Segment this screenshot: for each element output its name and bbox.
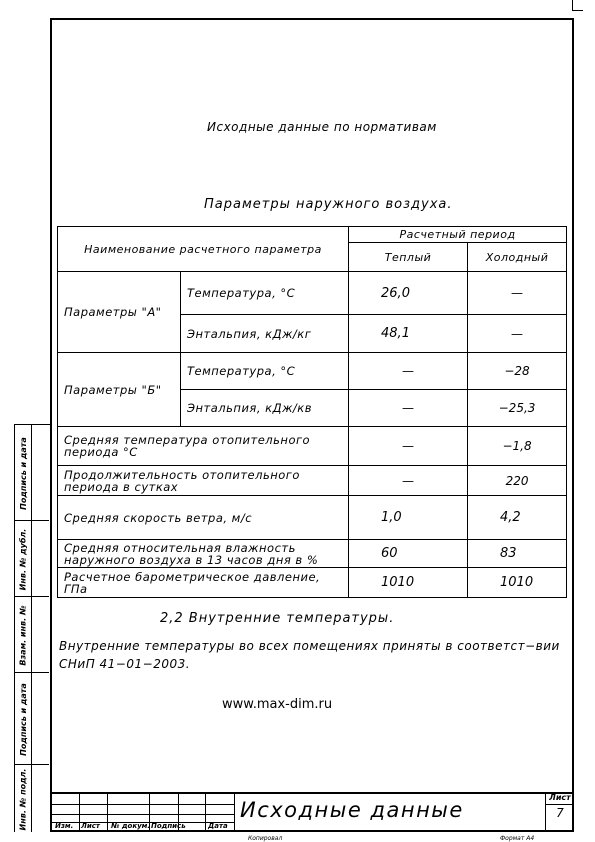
row-label: Температура, °С — [181, 272, 349, 315]
row-label: Продолжительность отопительного периода в сутках — [58, 466, 349, 496]
cold-value: −1,8 — [468, 427, 567, 466]
row-label: Средняя относительная влажность наружного воздуха в 13 часов дня в % — [58, 540, 349, 568]
header-parameter-name: Наименование расчетного параметра — [58, 227, 349, 272]
table-row — [58, 496, 567, 540]
strip-cell — [15, 597, 49, 673]
table-row — [58, 427, 567, 466]
row-label: Энтальпия, кДж/кг — [181, 315, 349, 353]
copied-label: Копировал — [248, 835, 283, 842]
cold-value: — — [468, 272, 567, 315]
outdoor-air-parameters-table — [57, 226, 567, 598]
margin-strip — [14, 424, 50, 832]
header-cold: Холодный — [468, 243, 567, 272]
cold-value: −28 — [468, 353, 567, 390]
column-label: Дата — [208, 822, 228, 830]
top-corner-mark — [572, 0, 583, 11]
strip-label: Инв. № дубл. — [18, 528, 28, 590]
cold-value: 1010 — [468, 568, 567, 598]
strip-cell — [15, 521, 49, 597]
header-warm: Теплый — [349, 243, 468, 272]
strip-cell — [15, 765, 49, 833]
table-row — [58, 353, 567, 390]
warm-value: 26,0 — [349, 272, 468, 315]
table-row — [58, 540, 567, 568]
cold-value: 4,2 — [468, 496, 567, 540]
strip-label: Инв. № подл. — [18, 768, 28, 830]
column-label: Изм. — [55, 822, 74, 830]
section-title: 2,2 Внутренние температуры. — [160, 611, 395, 626]
warm-value: 60 — [349, 540, 468, 568]
warm-value: — — [349, 466, 468, 496]
warm-value: 1010 — [349, 568, 468, 598]
sheet-label: Лист — [546, 792, 574, 805]
warm-value: — — [349, 353, 468, 390]
column-label: Подпись — [151, 822, 186, 830]
cold-value: — — [468, 315, 567, 353]
warm-value: 48,1 — [349, 315, 468, 353]
column-label: № докум. — [111, 822, 151, 830]
strip-cell — [15, 673, 49, 765]
param-b-label: Параметры "Б" — [58, 353, 181, 427]
row-label: Температура, °С — [181, 353, 349, 390]
row-label: Энтальпия, кДж/кв — [181, 390, 349, 427]
param-a-label: Параметры "А" — [58, 272, 181, 353]
sheet-box — [545, 792, 574, 832]
header-period: Расчетный период — [349, 227, 567, 243]
revision-grid — [50, 794, 235, 832]
sheet-number: 7 — [556, 806, 564, 820]
warm-value: 1,0 — [349, 496, 468, 540]
page-heading: Исходные данные по нормативам — [207, 120, 437, 134]
cold-value: −25,3 — [468, 390, 567, 427]
table-row — [58, 466, 567, 496]
table-title: Параметры наружного воздуха. — [204, 197, 453, 212]
column-label: Лист — [81, 822, 100, 830]
strip-label: Подпись и дата — [18, 436, 28, 510]
table-row — [58, 272, 567, 315]
strip-label: Подпись и дата — [18, 682, 28, 756]
section-paragraph: Внутренние температуры во всех помещениях приняты в соответст−вии СНиП 41−01−2003. — [59, 639, 560, 671]
row-label: Средняя скорость ветра, м/с — [58, 496, 349, 540]
strip-cell — [15, 425, 49, 521]
row-label: Расчетное барометрическое давление, ГПа — [58, 568, 349, 598]
cold-value: 83 — [468, 540, 567, 568]
table-row — [58, 568, 567, 598]
warm-value: — — [349, 427, 468, 466]
row-label: Средняя температура отопительного периода °С — [58, 427, 349, 466]
document-title: Исходные данные — [240, 798, 464, 822]
watermark-url: www.max-dim.ru — [222, 697, 333, 712]
strip-label: Взам. инв. № — [18, 604, 28, 666]
format-label: Формат А4 — [500, 835, 535, 842]
cold-value: 220 — [468, 466, 567, 496]
warm-value: — — [349, 390, 468, 427]
